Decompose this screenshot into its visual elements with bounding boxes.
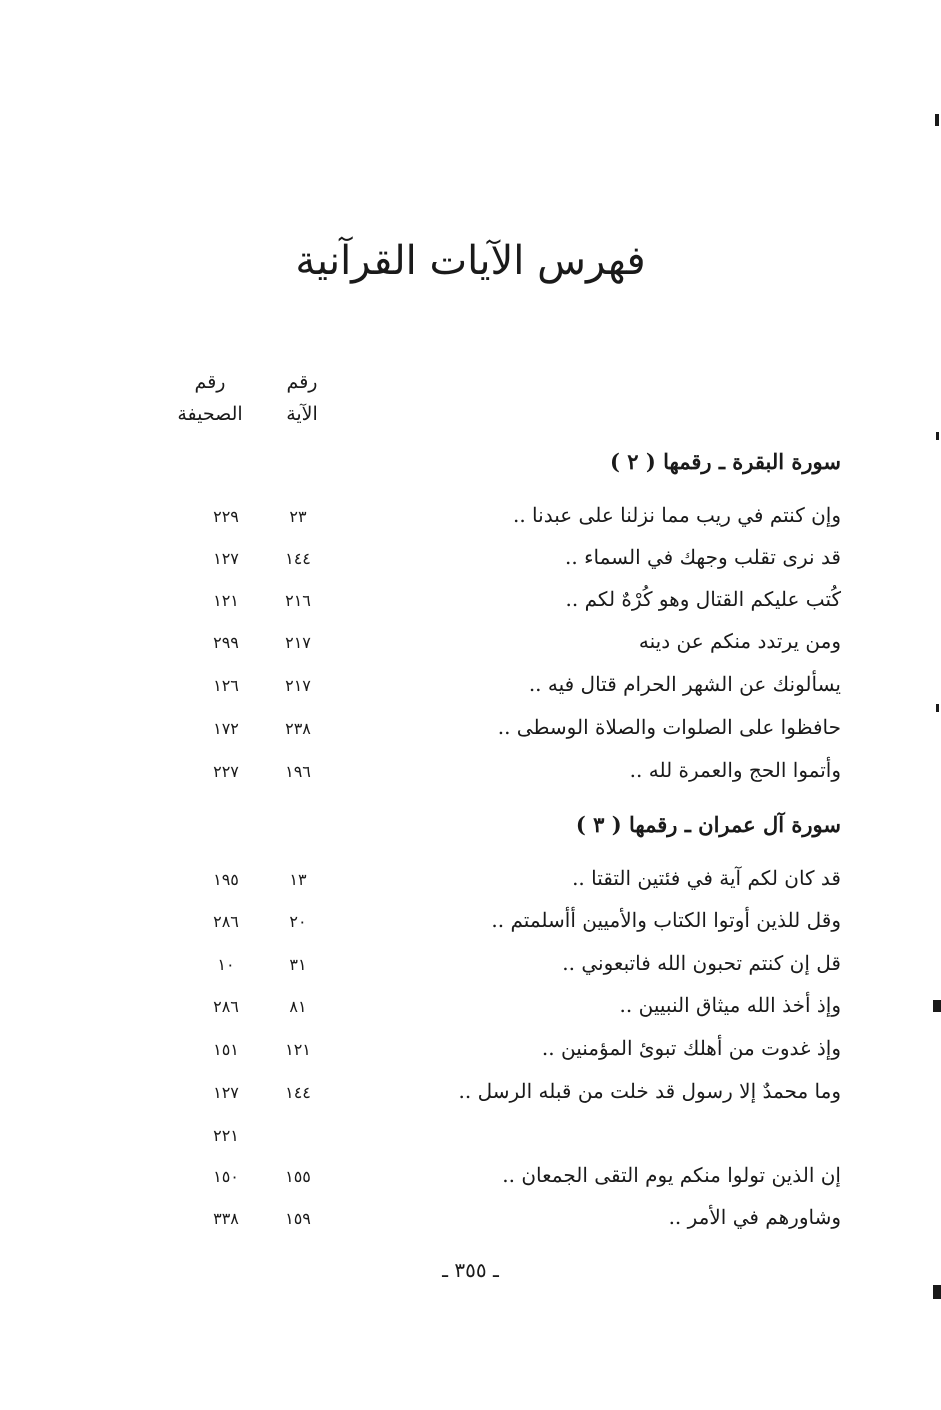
page-number: ٢٢١ — [213, 1126, 239, 1145]
surah-heading-baqarah: سورة البقرة ـ رقمها ( ٢ ) — [610, 449, 841, 474]
verse-text: وشاورهم في الأمر .. — [668, 1205, 841, 1229]
verse-text: قد نرى تقلب وجهك في السماء .. — [565, 545, 841, 569]
page-number: ١٢١ — [213, 591, 239, 610]
index-row — [0, 1163, 941, 1193]
index-row — [0, 866, 941, 896]
index-row — [0, 1205, 941, 1235]
index-row — [0, 715, 941, 745]
page-number: ١٧٢ — [213, 719, 239, 738]
aya-number: ٨١ — [289, 997, 307, 1016]
index-row — [0, 993, 941, 1023]
aya-number: ١٥٩ — [285, 1209, 311, 1228]
index-row — [0, 545, 941, 575]
verse-text: وإن كنتم في ريب مما نزلنا على عبدنا .. — [512, 503, 841, 527]
page-header-line1: رقم — [194, 371, 226, 393]
verse-text: وإذ أخذ الله ميثاق النبيين .. — [619, 993, 841, 1017]
aya-number: ٢١٧ — [285, 633, 311, 652]
verse-text: حافظوا على الصلوات والصلاة الوسطى .. — [497, 715, 841, 739]
aya-number: ٢٣٨ — [285, 719, 311, 738]
aya-number: ٢١٧ — [285, 676, 311, 695]
verse-text: وإذ غدوت من أهلك تبوئ المؤمنين .. — [541, 1036, 841, 1060]
index-row — [0, 587, 941, 617]
index-row — [0, 758, 941, 788]
page-number: ٣٣٨ — [213, 1209, 239, 1228]
aya-header-line1: رقم — [286, 371, 318, 393]
page-number-column-header — [170, 366, 250, 430]
aya-number: ١٥٥ — [285, 1167, 311, 1186]
aya-number: ٣١ — [289, 955, 307, 974]
verse-text: يسألونك عن الشهر الحرام قتال فيه .. — [528, 672, 841, 696]
index-row — [0, 1079, 941, 1109]
aya-number: ١٤٤ — [285, 1083, 311, 1102]
page-number: ١٩٥ — [213, 870, 239, 889]
page-number: ١٠ — [217, 955, 235, 974]
verse-text: كُتب عليكم القتال وهو كُرْهٌ لكم .. — [565, 587, 841, 611]
verse-text: قد كان لكم آية في فئتين التقتا .. — [572, 866, 841, 890]
page-header-line2: الصحيفة — [177, 403, 243, 425]
aya-number-column-header — [262, 366, 342, 430]
index-row — [0, 908, 941, 938]
page-number: ١٢٧ — [213, 549, 239, 568]
aya-header-line2: الآية — [286, 403, 318, 425]
scan-edge-mark — [933, 1285, 941, 1299]
surah-heading-al-imran: سورة آل عمران ـ رقمها ( ٣ ) — [575, 812, 841, 837]
aya-number: ١٩٦ — [285, 762, 311, 781]
scan-edge-mark — [933, 1000, 941, 1012]
verse-text: إن الذين تولوا منكم يوم التقى الجمعان .. — [502, 1163, 841, 1187]
scan-edge-mark — [936, 704, 939, 712]
scan-edge-mark — [935, 114, 939, 126]
verse-text: وقل للذين أوتوا الكتاب والأميين أأسلمتم .. — [491, 908, 841, 932]
index-row — [0, 672, 941, 702]
index-row — [0, 1036, 941, 1066]
page-number: ٢٢٧ — [213, 762, 239, 781]
aya-number: ٢١٦ — [285, 591, 311, 610]
verse-text: ومن يرتدد منكم عن دينه — [638, 629, 841, 653]
page-number-footer: ـ ٣٥٥ ـ — [442, 1258, 499, 1282]
page-number: ٢٢٩ — [213, 507, 239, 526]
index-row — [0, 1122, 941, 1152]
page-number: ١٢٧ — [213, 1083, 239, 1102]
aya-number: ٢٠ — [289, 912, 307, 931]
verse-text: وما محمدٌ إلا رسول قد خلت من قبله الرسل .. — [458, 1079, 841, 1103]
verse-text: وأتموا الحج والعمرة لله .. — [629, 758, 841, 782]
aya-number: ١٤٤ — [285, 549, 311, 568]
page-number: ١٥١ — [213, 1040, 239, 1059]
page-number: ٢٩٩ — [213, 633, 239, 652]
page-number: ١٥٠ — [213, 1167, 239, 1186]
aya-number: ١٣ — [289, 870, 307, 889]
page-number: ٢٨٦ — [213, 912, 239, 931]
page-title: فهرس الآيات القرآنية — [295, 238, 646, 284]
index-row — [0, 629, 941, 659]
aya-number: ٢٣ — [289, 507, 307, 526]
index-row — [0, 951, 941, 981]
scan-edge-mark — [936, 432, 939, 440]
page-number: ٢٨٦ — [213, 997, 239, 1016]
aya-number: ١٢١ — [285, 1040, 311, 1059]
index-row — [0, 503, 941, 533]
page-number: ١٢٦ — [213, 676, 239, 695]
verse-text: قل إن كنتم تحبون الله فاتبعوني .. — [562, 951, 841, 975]
